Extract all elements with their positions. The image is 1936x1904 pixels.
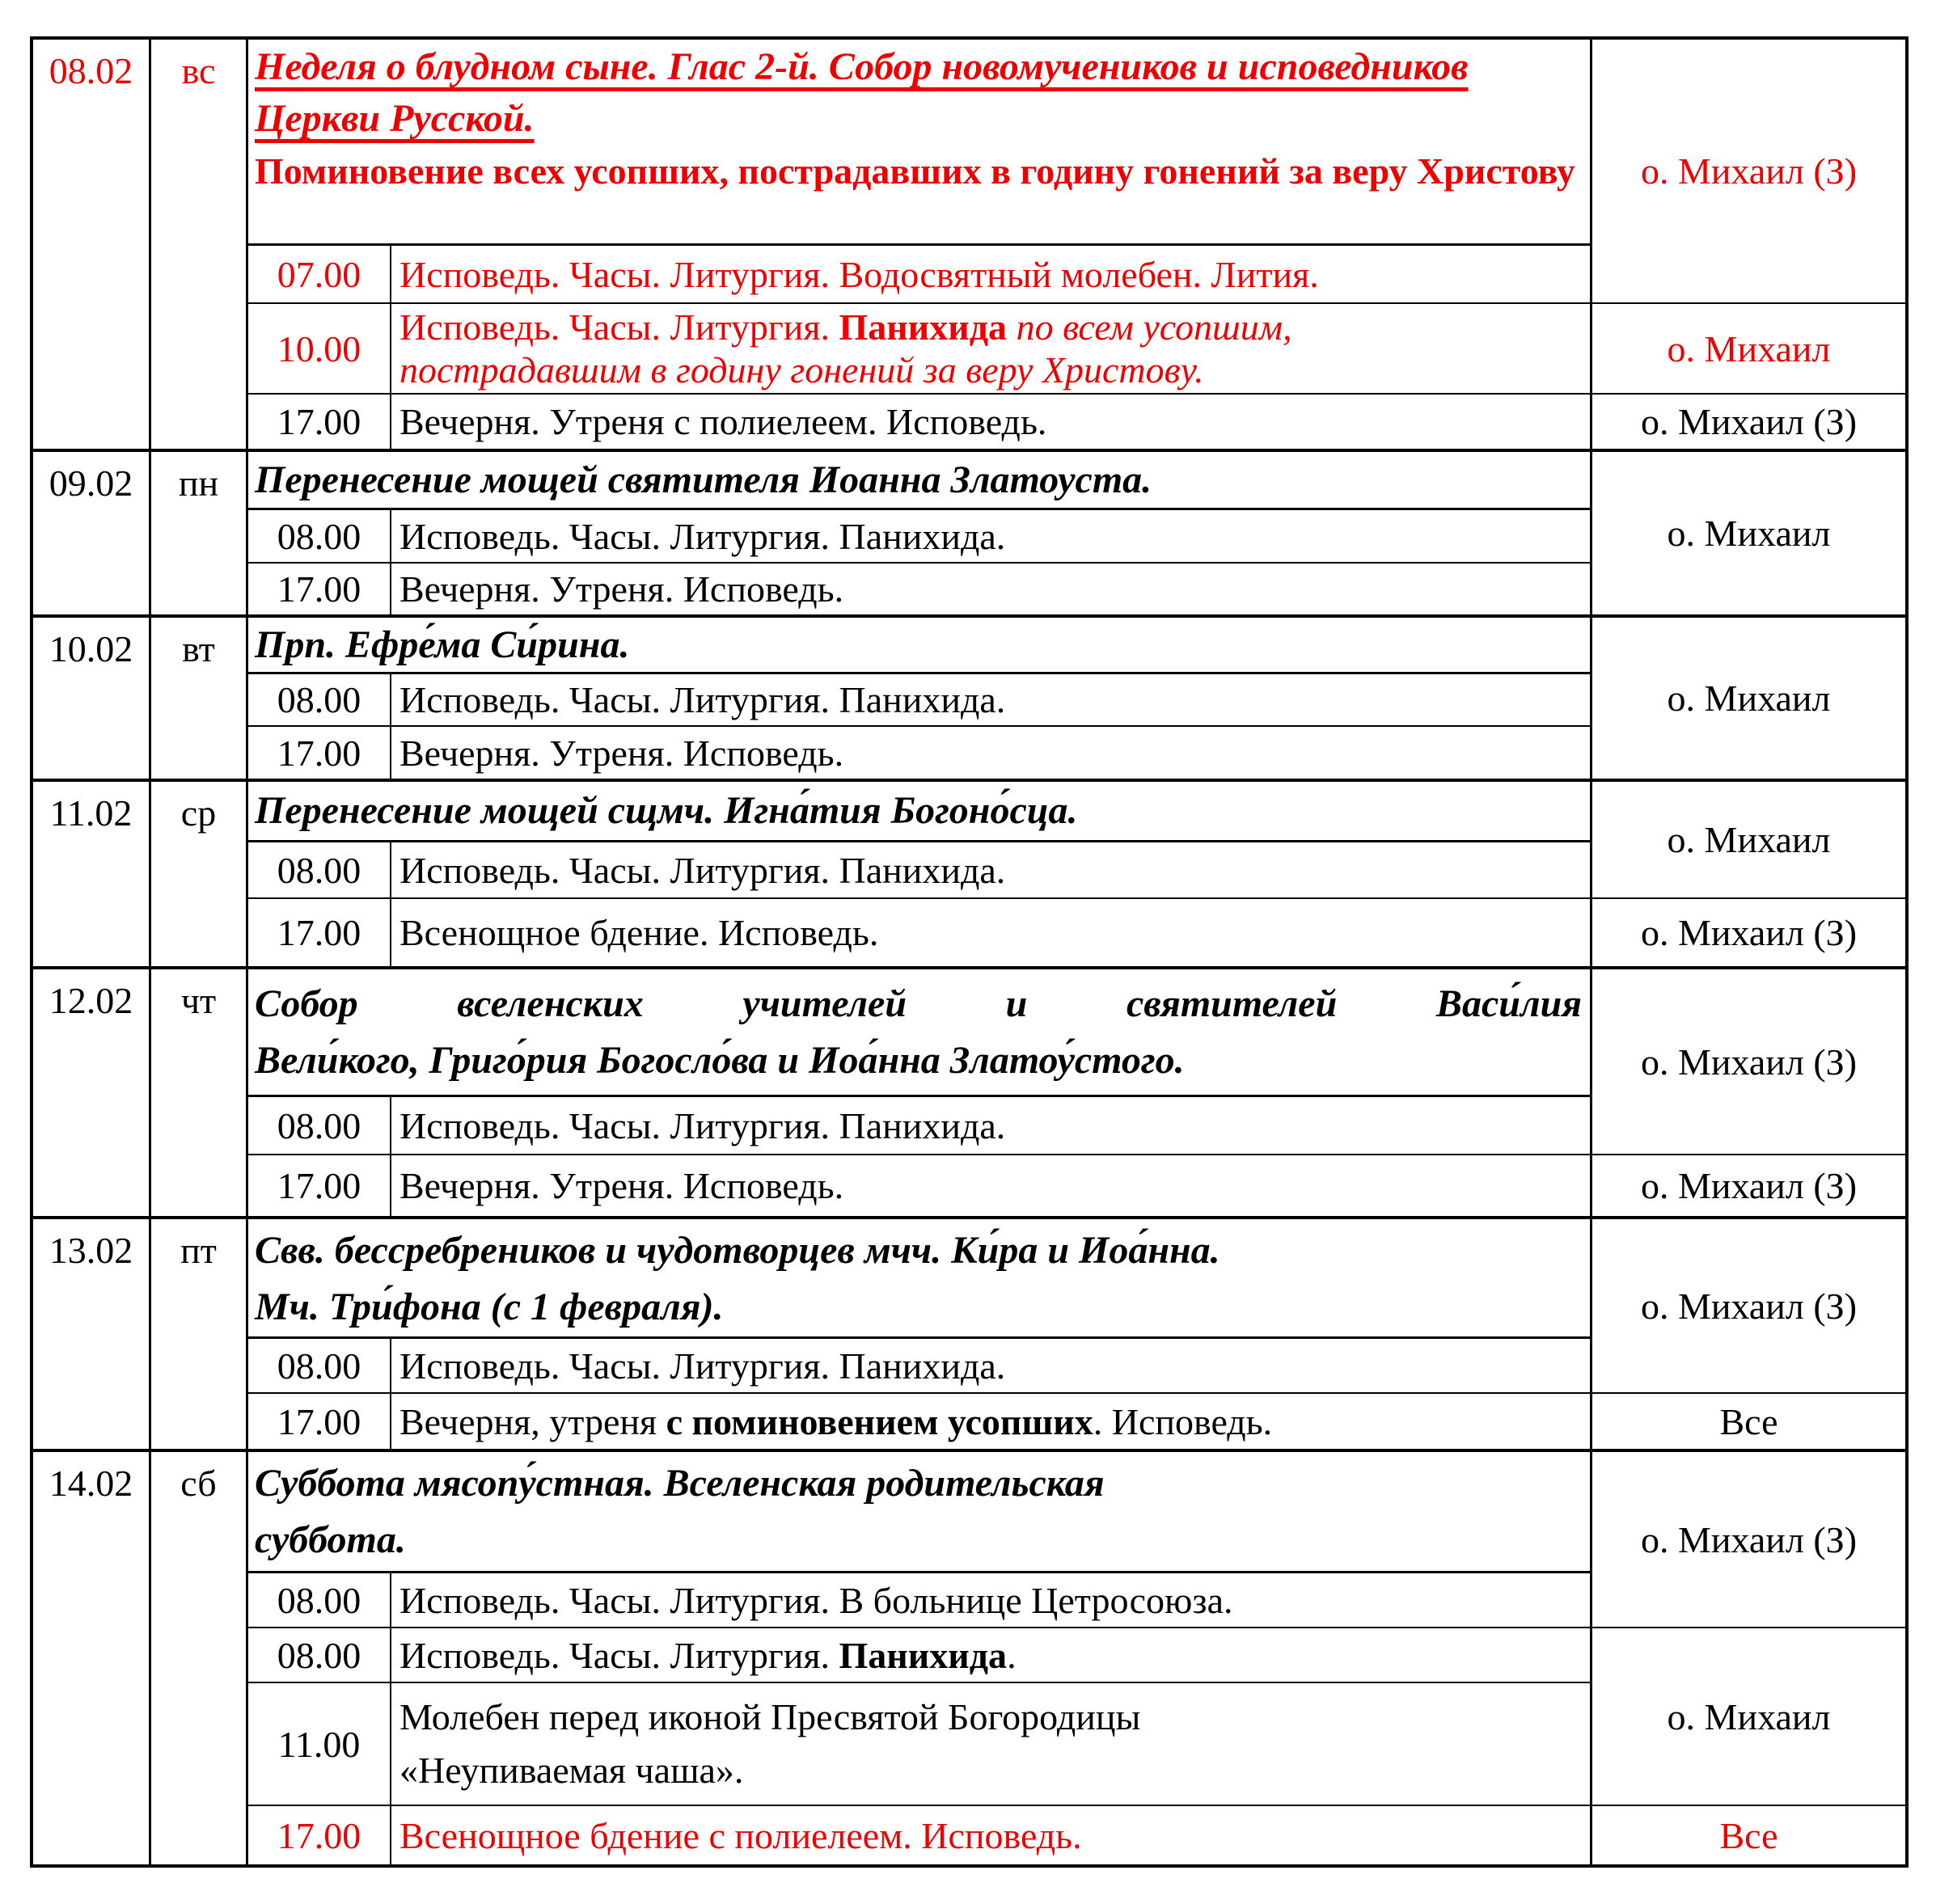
priest-cell bbox=[1592, 618, 1905, 779]
time-cell bbox=[248, 395, 391, 449]
priest-cell bbox=[1592, 782, 1905, 899]
service-text: Исповедь. Часы. Литургия. В больнице Цетросоюза. bbox=[399, 1579, 1233, 1621]
day-label: ср bbox=[180, 792, 217, 834]
schedule-section-1302 bbox=[33, 1219, 1905, 1452]
date-cell bbox=[33, 782, 151, 966]
service-text: . Исповедь. bbox=[1093, 1400, 1273, 1442]
service-text-italic: пострадавшим в годину гонений за веру Христову. bbox=[399, 349, 1204, 391]
day-label: вт bbox=[182, 628, 215, 669]
time-label: 17.00 bbox=[277, 912, 361, 953]
priest-name: о. Михаил (З) bbox=[1640, 912, 1858, 953]
time-label: 08.00 bbox=[277, 1345, 361, 1387]
feast-title-line2: суббота. bbox=[255, 1518, 406, 1561]
priest-name: о. Михаил (З) bbox=[1640, 401, 1858, 442]
service-cell bbox=[391, 1394, 1592, 1449]
service-cell bbox=[391, 1573, 1592, 1628]
day-label: пт bbox=[180, 1230, 217, 1271]
date-label: 09.02 bbox=[49, 462, 133, 504]
day-cell bbox=[151, 782, 248, 966]
day-cell bbox=[151, 1452, 248, 1864]
date-label: 12.02 bbox=[49, 980, 133, 1021]
service-cell bbox=[391, 899, 1592, 966]
feast-header-cell bbox=[248, 969, 1592, 1097]
service-text: Исповедь. Часы. Литургия. Панихида. bbox=[399, 515, 1006, 557]
date-label: 10.02 bbox=[49, 628, 133, 669]
time-cell bbox=[248, 1628, 391, 1683]
service-cell bbox=[391, 395, 1592, 449]
schedule-section-1402 bbox=[33, 1452, 1905, 1864]
priest-name: о. Михаил (З) bbox=[1640, 1165, 1858, 1206]
service-text: Вечерня. Утреня с полиелеем. Исповедь. bbox=[399, 401, 1047, 442]
service-text: Исповедь. Часы. Литургия. Водосвятный молебен. Лития. bbox=[399, 253, 1319, 295]
feast-title-line1: Суббота мясопу́стная. Вселенская родительская bbox=[255, 1462, 1105, 1505]
service-text-line2 bbox=[399, 348, 1590, 391]
schedule-section-0902 bbox=[33, 452, 1905, 618]
service-text-line2: «Неупиваемая чаша». bbox=[399, 1750, 744, 1791]
service-text: . bbox=[1007, 1634, 1017, 1676]
time-label: 08.00 bbox=[277, 1104, 361, 1146]
priest-name: о. Михаил bbox=[1667, 513, 1831, 554]
service-cell bbox=[391, 727, 1592, 779]
time-label: 17.00 bbox=[277, 568, 361, 610]
service-text: Исповедь. Часы. Литургия. Панихида. bbox=[399, 1345, 1006, 1387]
feast-title-line1: Собор вселенских учителей и святителей Васи́лия bbox=[255, 982, 1582, 1025]
time-label: 08.00 bbox=[277, 849, 361, 891]
service-cell bbox=[391, 1155, 1592, 1216]
schedule-section-1102 bbox=[33, 782, 1905, 969]
priest-cell bbox=[1592, 1628, 1905, 1806]
priest-name: о. Михаил (З) bbox=[1640, 1285, 1858, 1327]
service-text: Всенощное бдение. Исповедь. bbox=[399, 912, 879, 953]
feast-title: Неделя о блудном сыне. Глас 2-й. Собор новомучеников и исповедников Церкви Русской. bbox=[255, 45, 1469, 140]
time-label: 08.00 bbox=[277, 1579, 361, 1621]
service-text-bold: Панихида bbox=[839, 1634, 1008, 1676]
date-cell bbox=[33, 452, 151, 614]
time-cell bbox=[248, 899, 391, 966]
time-cell bbox=[248, 1683, 391, 1806]
day-cell bbox=[151, 1219, 248, 1449]
priest-cell bbox=[1592, 1155, 1905, 1216]
time-cell bbox=[248, 304, 391, 395]
priest-cell bbox=[1592, 395, 1905, 449]
feast-subtitle: Поминовение всех усопших, пострадавших в годину гонений за веру Христову bbox=[255, 150, 1575, 192]
day-cell bbox=[151, 452, 248, 614]
date-cell bbox=[33, 969, 151, 1216]
schedule-section-0802 bbox=[33, 40, 1905, 452]
date-label: 08.02 bbox=[49, 50, 133, 91]
day-label: чт bbox=[180, 980, 217, 1021]
service-text: Исповедь. Часы. Литургия. Панихида. bbox=[399, 679, 1006, 720]
priest-cell bbox=[1592, 899, 1905, 966]
priest-cell bbox=[1592, 1394, 1905, 1449]
time-cell bbox=[248, 510, 391, 564]
date-label: 14.02 bbox=[49, 1463, 133, 1504]
time-label: 17.00 bbox=[277, 1814, 361, 1856]
service-text: Вечерня. Утреня. Исповедь. bbox=[399, 1165, 844, 1206]
service-text-bold: Панихида bbox=[839, 306, 1008, 348]
time-cell bbox=[248, 842, 391, 899]
priest-cell bbox=[1592, 1219, 1905, 1394]
priest-cell bbox=[1592, 452, 1905, 614]
day-label: пн bbox=[178, 462, 219, 504]
time-label: 08.00 bbox=[277, 515, 361, 557]
date-cell bbox=[33, 1452, 151, 1864]
service-cell bbox=[391, 1628, 1592, 1683]
priest-name: о. Михаил (З) bbox=[1640, 1518, 1858, 1560]
priest-name: о. Михаил (З) bbox=[1640, 150, 1858, 192]
service-cell bbox=[391, 1806, 1592, 1864]
service-text: Исповедь. Часы. Литургия. Панихида. bbox=[399, 1104, 1006, 1146]
day-label: вс bbox=[181, 50, 216, 91]
time-cell bbox=[248, 1097, 391, 1155]
service-text: Исповедь. Часы. Литургия. Панихида. bbox=[399, 849, 1006, 891]
feast-header-cell bbox=[248, 1219, 1592, 1339]
priest-cell bbox=[1592, 1452, 1905, 1628]
time-label: 07.00 bbox=[277, 253, 361, 295]
priest-name: о. Михаил bbox=[1667, 678, 1831, 719]
time-label: 17.00 bbox=[277, 401, 361, 442]
day-cell bbox=[151, 618, 248, 779]
priest-name: о. Михаил bbox=[1667, 819, 1831, 860]
service-cell bbox=[391, 842, 1592, 899]
time-cell bbox=[248, 727, 391, 779]
priest-name: о. Михаил bbox=[1667, 1695, 1831, 1737]
date-label: 11.02 bbox=[49, 792, 133, 834]
feast-header-cell bbox=[248, 452, 1592, 510]
feast-title: Перенесение мощей святителя Иоанна Златоуста. bbox=[255, 458, 1152, 501]
service-text: Вечерня, утреня bbox=[399, 1400, 666, 1442]
service-cell bbox=[391, 1097, 1592, 1155]
day-label: сб bbox=[180, 1463, 217, 1504]
time-cell bbox=[248, 1155, 391, 1216]
service-text-line1 bbox=[399, 306, 1590, 348]
date-label: 13.02 bbox=[49, 1230, 133, 1271]
schedule-section-1202 bbox=[33, 969, 1905, 1219]
feast-title: Перенесение мощей сщмч. Игна́тия Богоно́сца. bbox=[255, 789, 1078, 832]
time-label: 11.00 bbox=[277, 1723, 361, 1765]
service-text-bold: с поминовением усопших bbox=[666, 1400, 1093, 1442]
time-label: 17.00 bbox=[277, 1400, 361, 1442]
time-cell bbox=[248, 1339, 391, 1394]
feast-title-line2: Вели́кого, Григо́рия Богосло́ва и Иоа́нна Златоу́стого. bbox=[255, 1039, 1185, 1082]
time-label: 10.00 bbox=[277, 327, 361, 369]
service-text-italic: по всем усопшим, bbox=[1007, 306, 1292, 348]
time-cell bbox=[248, 1394, 391, 1449]
feast-title-line2: Мч. Три́фона (с 1 февраля). bbox=[255, 1286, 724, 1328]
feast-title-line1: Свв. бессребреников и чудотворцев мчч. Ки́ра и Иоа́нна. bbox=[255, 1229, 1220, 1272]
service-text: Всенощное бдение с полиелеем. Исповедь. bbox=[399, 1814, 1082, 1856]
time-label: 08.00 bbox=[277, 679, 361, 720]
service-cell bbox=[391, 674, 1592, 727]
feast-header-cell bbox=[248, 782, 1592, 842]
time-cell bbox=[248, 1806, 391, 1864]
priest-name: Все bbox=[1719, 1814, 1778, 1856]
time-cell bbox=[248, 1573, 391, 1628]
time-label: 17.00 bbox=[277, 732, 361, 774]
service-text: Вечерня. Утреня. Исповедь. bbox=[399, 568, 844, 610]
service-cell bbox=[391, 246, 1592, 304]
feast-title: Прп. Ефре́ма Си́рина. bbox=[255, 623, 630, 666]
time-label: 08.00 bbox=[277, 1634, 361, 1676]
feast-header-cell bbox=[248, 618, 1592, 674]
date-cell bbox=[33, 1219, 151, 1449]
time-cell bbox=[248, 674, 391, 727]
priest-cell bbox=[1592, 304, 1905, 395]
priest-cell bbox=[1592, 1806, 1905, 1864]
service-cell bbox=[391, 510, 1592, 564]
service-text-line1: Молебен перед иконой Пресвятой Богородицы bbox=[399, 1696, 1141, 1737]
day-cell bbox=[151, 40, 248, 449]
service-cell bbox=[391, 564, 1592, 614]
time-label: 17.00 bbox=[277, 1165, 361, 1206]
schedule-section-1002 bbox=[33, 618, 1905, 782]
service-cell bbox=[391, 1683, 1592, 1806]
time-cell bbox=[248, 564, 391, 614]
service-text: Исповедь. Часы. Литургия. bbox=[399, 306, 839, 348]
service-cell bbox=[391, 1339, 1592, 1394]
priest-cell bbox=[1592, 969, 1905, 1155]
day-cell bbox=[151, 969, 248, 1216]
priest-cell bbox=[1592, 40, 1905, 304]
service-text: Исповедь. Часы. Литургия. bbox=[399, 1634, 839, 1676]
feast-header-cell bbox=[248, 40, 1592, 246]
service-text: Вечерня. Утреня. Исповедь. bbox=[399, 732, 844, 774]
priest-name: о. Михаил bbox=[1667, 327, 1831, 369]
priest-name: о. Михаил (З) bbox=[1640, 1041, 1858, 1083]
date-cell bbox=[33, 618, 151, 779]
service-schedule-table bbox=[30, 36, 1909, 1868]
feast-header-cell bbox=[248, 1452, 1592, 1573]
time-cell bbox=[248, 246, 391, 304]
service-cell bbox=[391, 304, 1592, 395]
date-cell bbox=[33, 40, 151, 449]
priest-name: Все bbox=[1719, 1400, 1778, 1442]
